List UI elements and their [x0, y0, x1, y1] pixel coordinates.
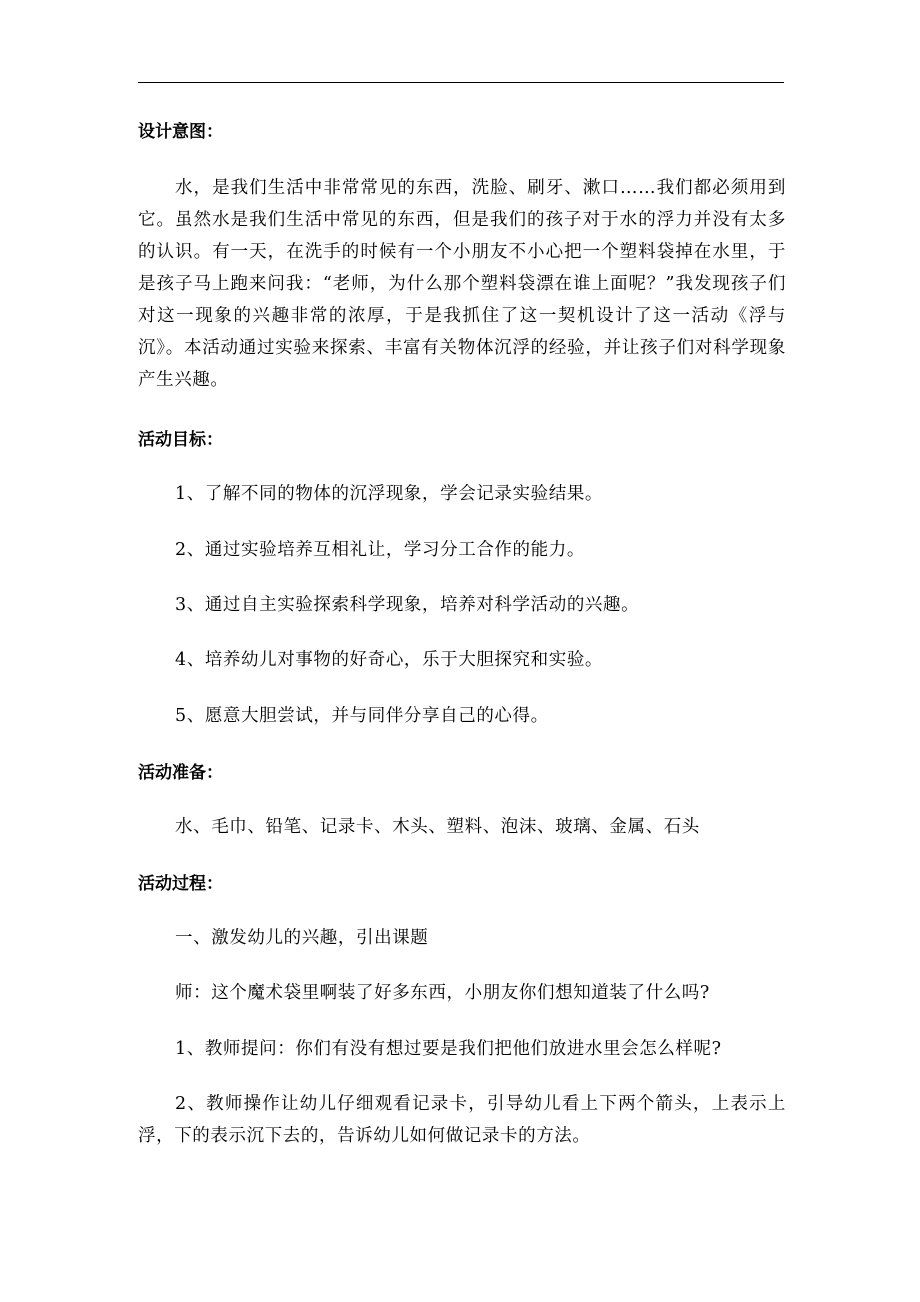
- teacher-operation-paragraph: 2、教师操作让幼儿仔细观看记录卡，引导幼儿看上下两个箭头，上表示上浮，下的表示沉下去的，告诉幼儿如何做记录卡的方法。: [138, 1094, 786, 1146]
- header-rule: [138, 82, 784, 83]
- teacher-line: 师：这个魔术袋里啊装了好多东西，小朋友你们想知道装了什么吗?: [175, 983, 710, 1003]
- goal-item: 2、通过实验培养互相礼让，学习分工合作的能力。: [175, 540, 585, 560]
- process-step-1: 一、激发幼儿的兴趣，引出课题: [175, 928, 429, 948]
- process-heading: 活动过程：: [138, 874, 223, 894]
- goals-heading: 活动目标：: [138, 430, 223, 450]
- goal-item: 4、培养幼儿对事物的好奇心，乐于大胆探究和实验。: [175, 650, 604, 670]
- teacher-question-1: 1、教师提问：你们有没有想过要是我们把他们放进水里会怎么样呢?: [175, 1039, 722, 1059]
- goal-item: 1、了解不同的物体的沉浮现象，学会记录实验结果。: [175, 484, 604, 504]
- design-intent-paragraph: 水，是我们生活中非常常见的东西，洗脸、刷牙、漱口……我们都必须用到它。虽然水是我们生活中常见的东西，但是我们的孩子对于水的浮力并没有太多的认识。有一天，在洗手的时候有一个小朋友不小心把一个塑料袋掉在水里，于是孩子马上跑来问我：“老师，为什么那个塑料袋漂在谁上面呢？”我发现孩子们对这一现象的兴趣非常的浓厚，于是我抓住了这一契机设计了这一活动《浮与沉》。本活动通过实验来探索、丰富有关物体沉浮的经验，并让孩子们对科学现象产生兴趣。: [138, 178, 786, 390]
- goal-item: 3、通过自主实验探索科学现象，培养对科学活动的兴趣。: [175, 595, 640, 615]
- design-intent-heading: 设计意图：: [138, 122, 223, 142]
- goal-item: 5、愿意大胆尝试，并与同伴分享自己的心得。: [175, 706, 549, 726]
- materials-list: 水、毛巾、铅笔、记录卡、木头、塑料、泡沫、玻璃、金属、石头: [175, 817, 700, 837]
- preparation-heading: 活动准备：: [138, 763, 223, 783]
